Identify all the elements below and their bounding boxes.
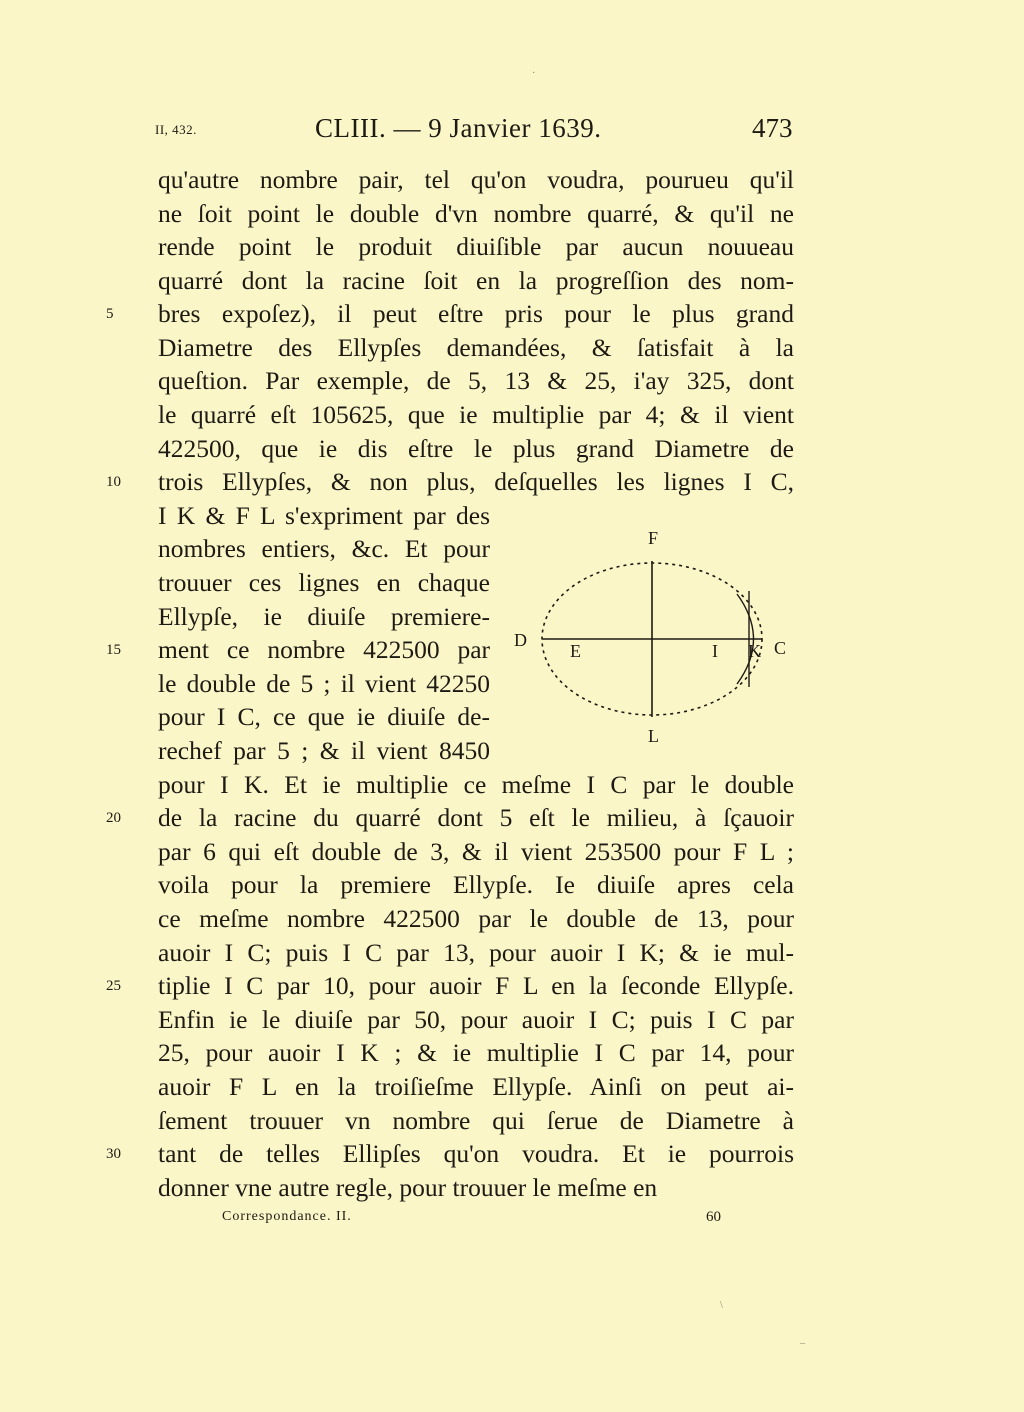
body-line-5: bres expoſez), il peut eſtre pris pour le plus grand: [158, 299, 794, 328]
paper-speck: –: [800, 1338, 805, 1349]
page-number: 473: [752, 113, 793, 143]
body-line-31: donner vne autre regle, pour trouuer le meſme en: [158, 1173, 658, 1202]
body-line-14: Ellypſe, ie diuiſe premiere-: [158, 602, 490, 631]
line-number-20: 20: [106, 810, 121, 826]
line-number-25: 25: [106, 978, 121, 994]
body-line-19: pour I K. Et ie multiplie ce meſme I C par le double: [158, 770, 794, 799]
label-E: E: [570, 641, 581, 661]
label-F: F: [648, 528, 659, 548]
body-line-23: ce meſme nombre 422500 par le double de 13, pour: [158, 904, 794, 933]
body-line-25: tiplie I C par 10, pour auoir F L en la ſeconde Ellypſe.: [158, 971, 794, 1000]
paper-speck: \: [720, 1300, 723, 1311]
body-line-30: tant de telles Ellipſes qu'on voudra. Et ie pourrois: [158, 1139, 794, 1168]
body-line-11: I K & F L s'expriment par des: [158, 501, 490, 530]
label-K: K: [748, 641, 761, 661]
body-line-27: 25, pour auoir I K ; & ie multiplie I C par 14, pour: [158, 1038, 794, 1067]
body-line-16: le double de 5 ; il vient 42250: [158, 669, 490, 698]
body-line-26: Enfin ie le diuiſe par 50, pour auoir I C; puis I C par: [158, 1005, 794, 1034]
running-title: CLIII. — 9 Janvier 1639.: [315, 113, 602, 143]
body-line-29: ſement trouuer vn nombre qui ſerue de Diametre à: [158, 1106, 794, 1135]
line-number-15: 15: [106, 642, 121, 658]
body-line-24: auoir I C; puis I C par 13, pour auoir I K; & ie mul-: [158, 938, 794, 967]
body-line-3: rende point le produit diuiſible par aucun nouueau: [158, 232, 794, 261]
body-line-20: de la racine du quarré dont 5 eſt le milieu, à ſçauoir: [158, 803, 794, 832]
body-line-10: trois Ellypſes, & non plus, deſquelles les lignes I C,: [158, 467, 794, 496]
body-line-4: quarré dont la racine ſoit en la progreſſion des nom-: [158, 266, 794, 295]
body-line-22: voila pour la premiere Ellypſe. Ie diuiſe apres cela: [158, 870, 794, 899]
line-number-5: 5: [106, 306, 114, 322]
label-L: L: [648, 726, 659, 746]
body-line-7: queſtion. Par exemple, de 5, 13 & 25, i'ay 325, dont: [158, 366, 794, 395]
footer-sheet-number: 60: [706, 1209, 721, 1225]
page-reference: II, 432.: [155, 122, 197, 137]
body-line-28: auoir F L en la troiſieſme Ellypſe. Ainſi on peut ai-: [158, 1072, 794, 1101]
label-D: D: [514, 630, 527, 650]
line-number-10: 10: [106, 474, 121, 490]
body-line-8: le quarré eſt 105625, que ie multiplie par 4; & il vient: [158, 400, 794, 429]
body-line-17: pour I C, ce que ie diuiſe de-: [158, 702, 490, 731]
body-line-15: ment ce nombre 422500 par: [158, 635, 490, 664]
footer-signature: Correspondance. II.: [222, 1209, 352, 1224]
paper-speck: ·: [532, 68, 536, 79]
body-line-12: nombres entiers, &c. Et pour: [158, 534, 490, 563]
body-line-2: ne ſoit point le double d'vn nombre quarré, & qu'il ne: [158, 199, 794, 228]
body-line-21: par 6 qui eſt double de 3, & il vient 253500 pour F L ;: [158, 837, 794, 866]
body-line-6: Diametre des Ellypſes demandées, & ſatisfait à la: [158, 333, 794, 362]
label-C: C: [774, 638, 787, 658]
ellipse-diagram: [508, 524, 798, 754]
body-line-13: trouuer ces lignes en chaque: [158, 568, 490, 597]
label-I: I: [712, 641, 718, 661]
body-line-18: rechef par 5 ; & il vient 8450: [158, 736, 490, 765]
body-line-9: 422500, que ie dis eſtre le plus grand Diametre de: [158, 434, 794, 463]
line-number-30: 30: [106, 1146, 121, 1162]
body-line-1: qu'autre nombre pair, tel qu'on voudra, pourueu qu'il: [158, 165, 794, 194]
